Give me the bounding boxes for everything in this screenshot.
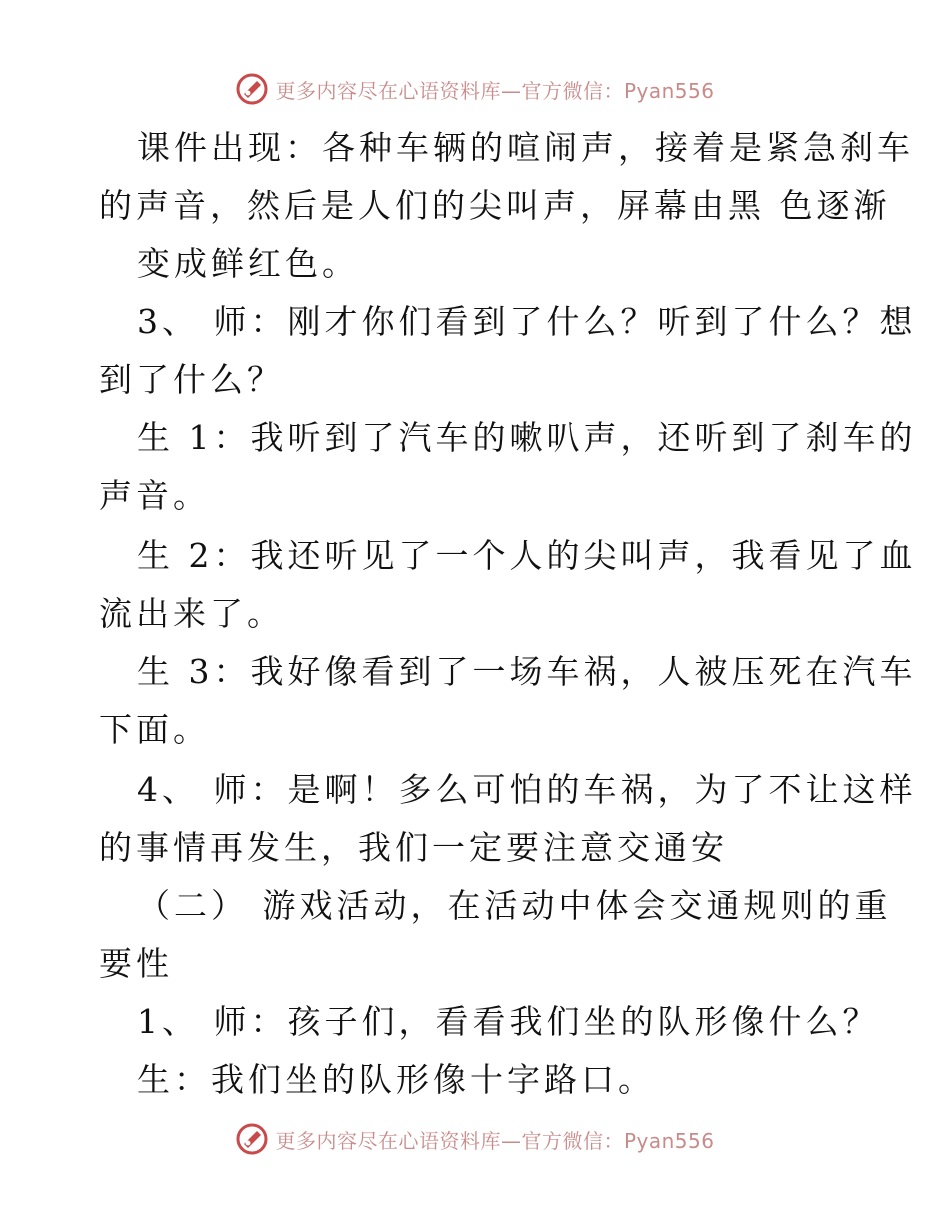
text-line: 变成鲜红色。 xyxy=(137,244,359,283)
text-line: 生 3：我好像看到了一场车祸，人被压死在汽车 xyxy=(137,652,917,691)
text-line: 流出来了。 xyxy=(99,594,284,633)
watermark-header xyxy=(0,72,950,106)
logo-icon xyxy=(235,1122,269,1156)
text-line: 的声音，然后是人们的尖叫声，屏幕由黑 色逐渐 xyxy=(99,186,891,225)
text-line: 生：我们坐的队形像十字路口。 xyxy=(137,1060,655,1099)
text-line: 课件出现：各种车辆的喧闹声，接着是紧急刹车 xyxy=(137,128,914,167)
text-line: 下面。 xyxy=(99,710,210,749)
watermark-text: 更多内容尽在心语资料库—官方微信：Pyan556 xyxy=(275,1128,715,1153)
text-line: 声音。 xyxy=(99,476,210,515)
watermark-footer xyxy=(0,1122,950,1156)
text-line: 4、 师：是啊！多么可怕的车祸，为了不让这样 xyxy=(137,770,917,809)
text-line: 要性 xyxy=(99,944,173,983)
text-line: 生 1：我听到了汽车的嗽叭声，还听到了刹车的 xyxy=(137,418,917,457)
text-line: 生 2：我还听见了一个人的尖叫声，我看见了血 xyxy=(137,536,917,575)
logo-icon xyxy=(235,72,269,106)
text-line: （二） 游戏活动，在活动中体会交通规则的重 xyxy=(137,886,892,925)
text-line: 3、 师：刚才你们看到了什么？听到了什么？想 xyxy=(137,302,917,341)
text-line: 的事情再发生，我们一定要注意交通安 xyxy=(99,828,728,867)
watermark-text: 更多内容尽在心语资料库—官方微信：Pyan556 xyxy=(275,78,715,103)
text-line: 1、 师：孩子们，看看我们坐的队形像什么？ xyxy=(137,1002,880,1041)
text-line: 到了什么？ xyxy=(99,360,284,399)
